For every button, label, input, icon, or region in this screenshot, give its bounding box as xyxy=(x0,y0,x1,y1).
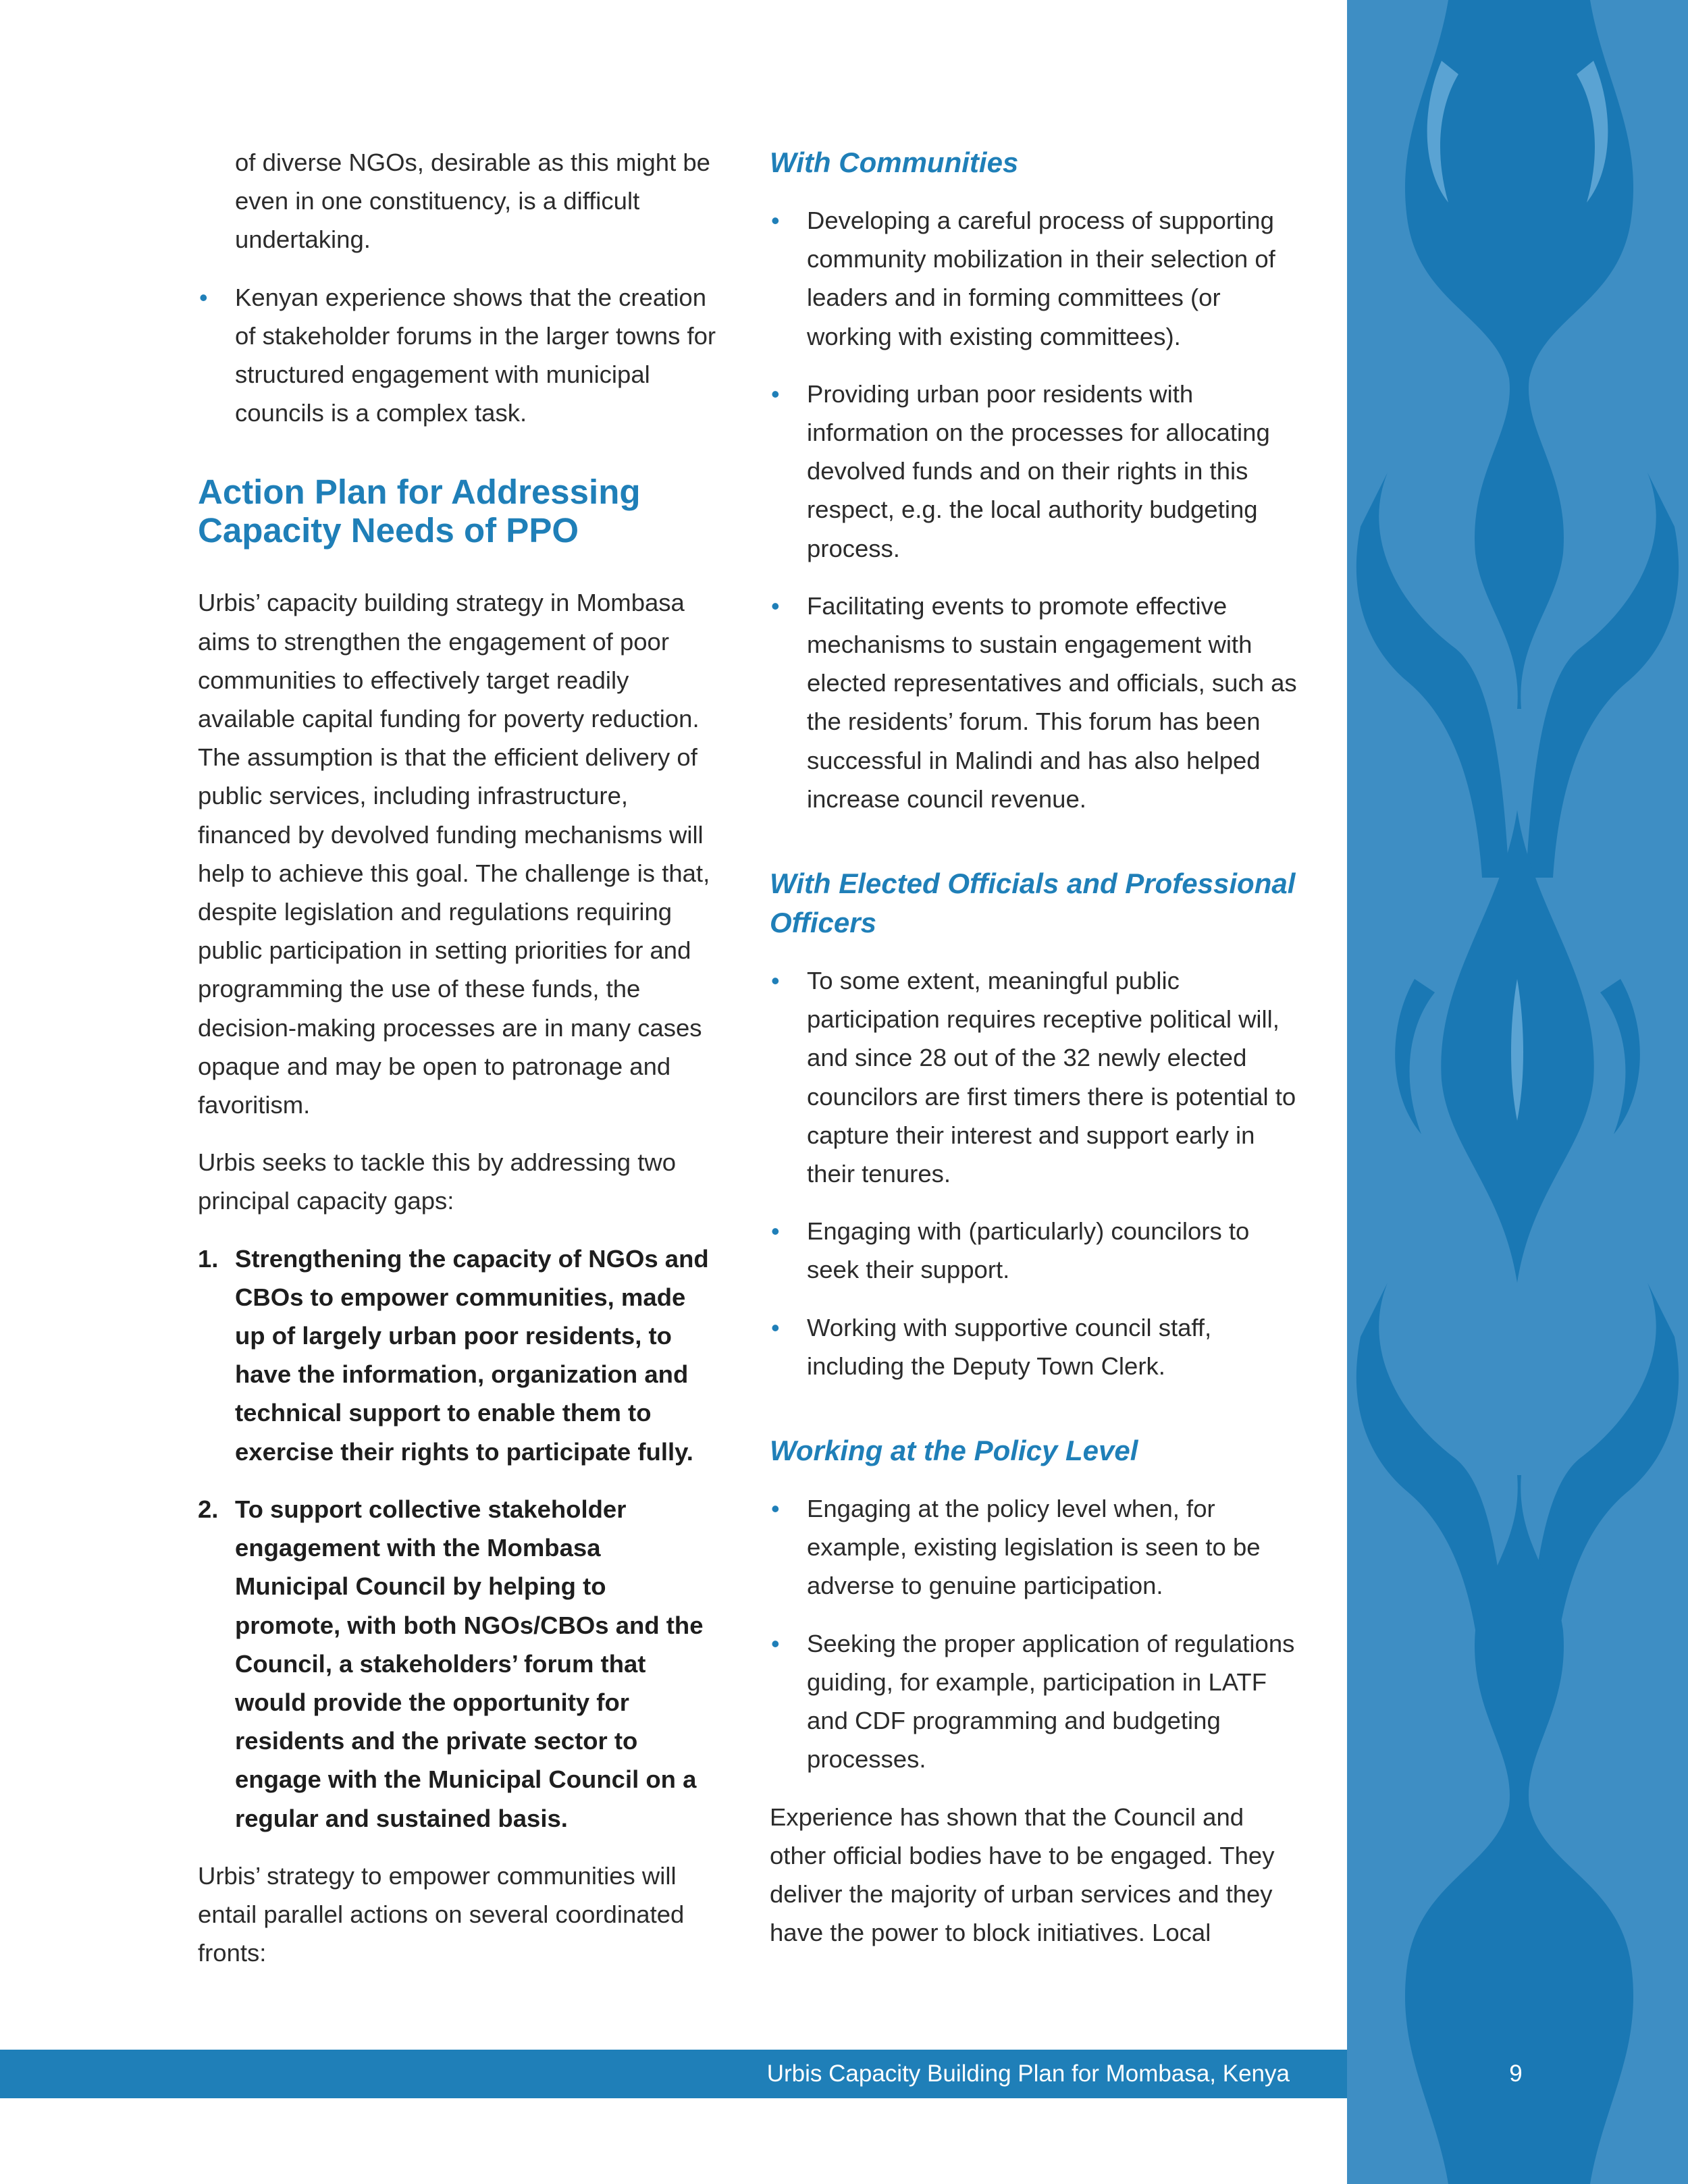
subheading-officials: With Elected Officials and Professional Officers xyxy=(770,868,1296,939)
continued-text: of diverse NGOs, desirable as this might be even in one constituency, is a difficult undertaking. xyxy=(235,149,710,254)
bullet-icon: • xyxy=(771,1629,780,1657)
bullet-icon: • xyxy=(771,967,780,995)
intro-bullet-list xyxy=(198,278,718,433)
subheading-policy: Working at the Policy Level xyxy=(770,1435,1138,1467)
page-number: 9 xyxy=(1509,2060,1523,2087)
bullet-icon: • xyxy=(771,1217,780,1246)
list-item: • To some extent, meaningful public participation requires receptive political will, and since 28 out of the 32 newly elected councilors are first timers there is potential to capture their interest and support early in their tenures. xyxy=(770,961,1303,1193)
list-item: • Developing a careful process of supporting community mobilization in their selection of leaders and in forming committees (or working with existing committees). xyxy=(770,201,1303,356)
list-item: • Engaging at the policy level when, for example, existing legislation is seen to be adverse to genuine participation. xyxy=(770,1489,1303,1605)
list-item: • Kenyan experience shows that the creation of stakeholder forums in the larger towns for structured engagement with municipal councils is a complex task. xyxy=(198,278,718,433)
decorative-band xyxy=(1347,0,1688,2184)
closing-paragraph: Experience has shown that the Council and other official bodies have to be engaged. They deliver the majority of urban services and they have the power to block initiatives. Local xyxy=(770,1803,1275,1947)
list-item: • Working with supportive council staff, including the Deputy Town Clerk. xyxy=(770,1308,1303,1385)
bullet-icon: • xyxy=(199,283,208,311)
ornament-pattern-icon xyxy=(1347,0,1688,2184)
bullet-icon: • xyxy=(771,207,780,234)
left-column xyxy=(198,143,718,1991)
closing-paragraph: Urbis’ strategy to empower communities will entail parallel actions on several coordinated fronts: xyxy=(198,1861,685,1967)
policy-list xyxy=(770,1489,1303,1778)
list-item: 1. Strengthening the capacity of NGOs and CBOs to empower communities, made up of largely urban poor residents, to have the information, organization and technical support to enable them to exercise their rights to participate fully. xyxy=(198,1244,709,1466)
bullet-icon: • xyxy=(771,1313,780,1341)
bullet-icon: • xyxy=(771,591,780,620)
list-item: 2. To support collective stakeholder engagement with the Mombasa Municipal Council by helping to promote, with both NGOs/CBOs and the Council, a stakeholders’ forum that would provide the opportunity for residents and the private sector to engage with the Municipal Council on a regular and sustained basis. xyxy=(198,1495,704,1832)
section-heading: Action Plan for Addressing Capacity Needs of PPO xyxy=(198,473,641,550)
communities-list xyxy=(770,201,1303,818)
body-paragraph: Urbis seeks to tackle this by addressing two principal capacity gaps: xyxy=(198,1148,677,1215)
list-item: • Providing urban poor residents with information on the processes for allocating devolved funds and on their rights in this respect, e.g. the local authority budgeting process. xyxy=(770,375,1303,568)
footer-title: Urbis Capacity Building Plan for Mombasa, Kenya xyxy=(766,2060,1290,2087)
list-item: • Engaging with (particularly) councilors to seek their support. xyxy=(770,1212,1303,1289)
list-item: • Seeking the proper application of regulations guiding, for example, participation in LATF and CDF programming and budgeting processes. xyxy=(770,1624,1303,1779)
right-column xyxy=(770,143,1303,1971)
bullet-icon: • xyxy=(771,1495,780,1523)
subheading-communities: With Communities xyxy=(770,147,1019,178)
body-paragraph: Urbis’ capacity building strategy in Mombasa aims to strengthen the engagement of poor communities to effectively target readily available capital funding for poverty reduction. The assumption is that the efficient delivery of public services, including infrastructure, financed by devolved funding mechanisms will help to achieve this goal. The challenge is that, despite legislation and regulations requiring public participation in setting priorities for and programming the use of these funds, the decision-making processes are in many cases opaque and may be open to patronage and favoritism. xyxy=(198,589,710,1119)
officials-list xyxy=(770,961,1303,1385)
bullet-icon: • xyxy=(771,379,780,408)
list-item: • Facilitating events to promote effective mechanisms to sustain engagement with elected representatives and officials, such as the residents’ forum. This forum has been successful in Malindi and has also helped increase council revenue. xyxy=(770,587,1303,818)
capacity-gaps-list xyxy=(198,1240,718,1838)
